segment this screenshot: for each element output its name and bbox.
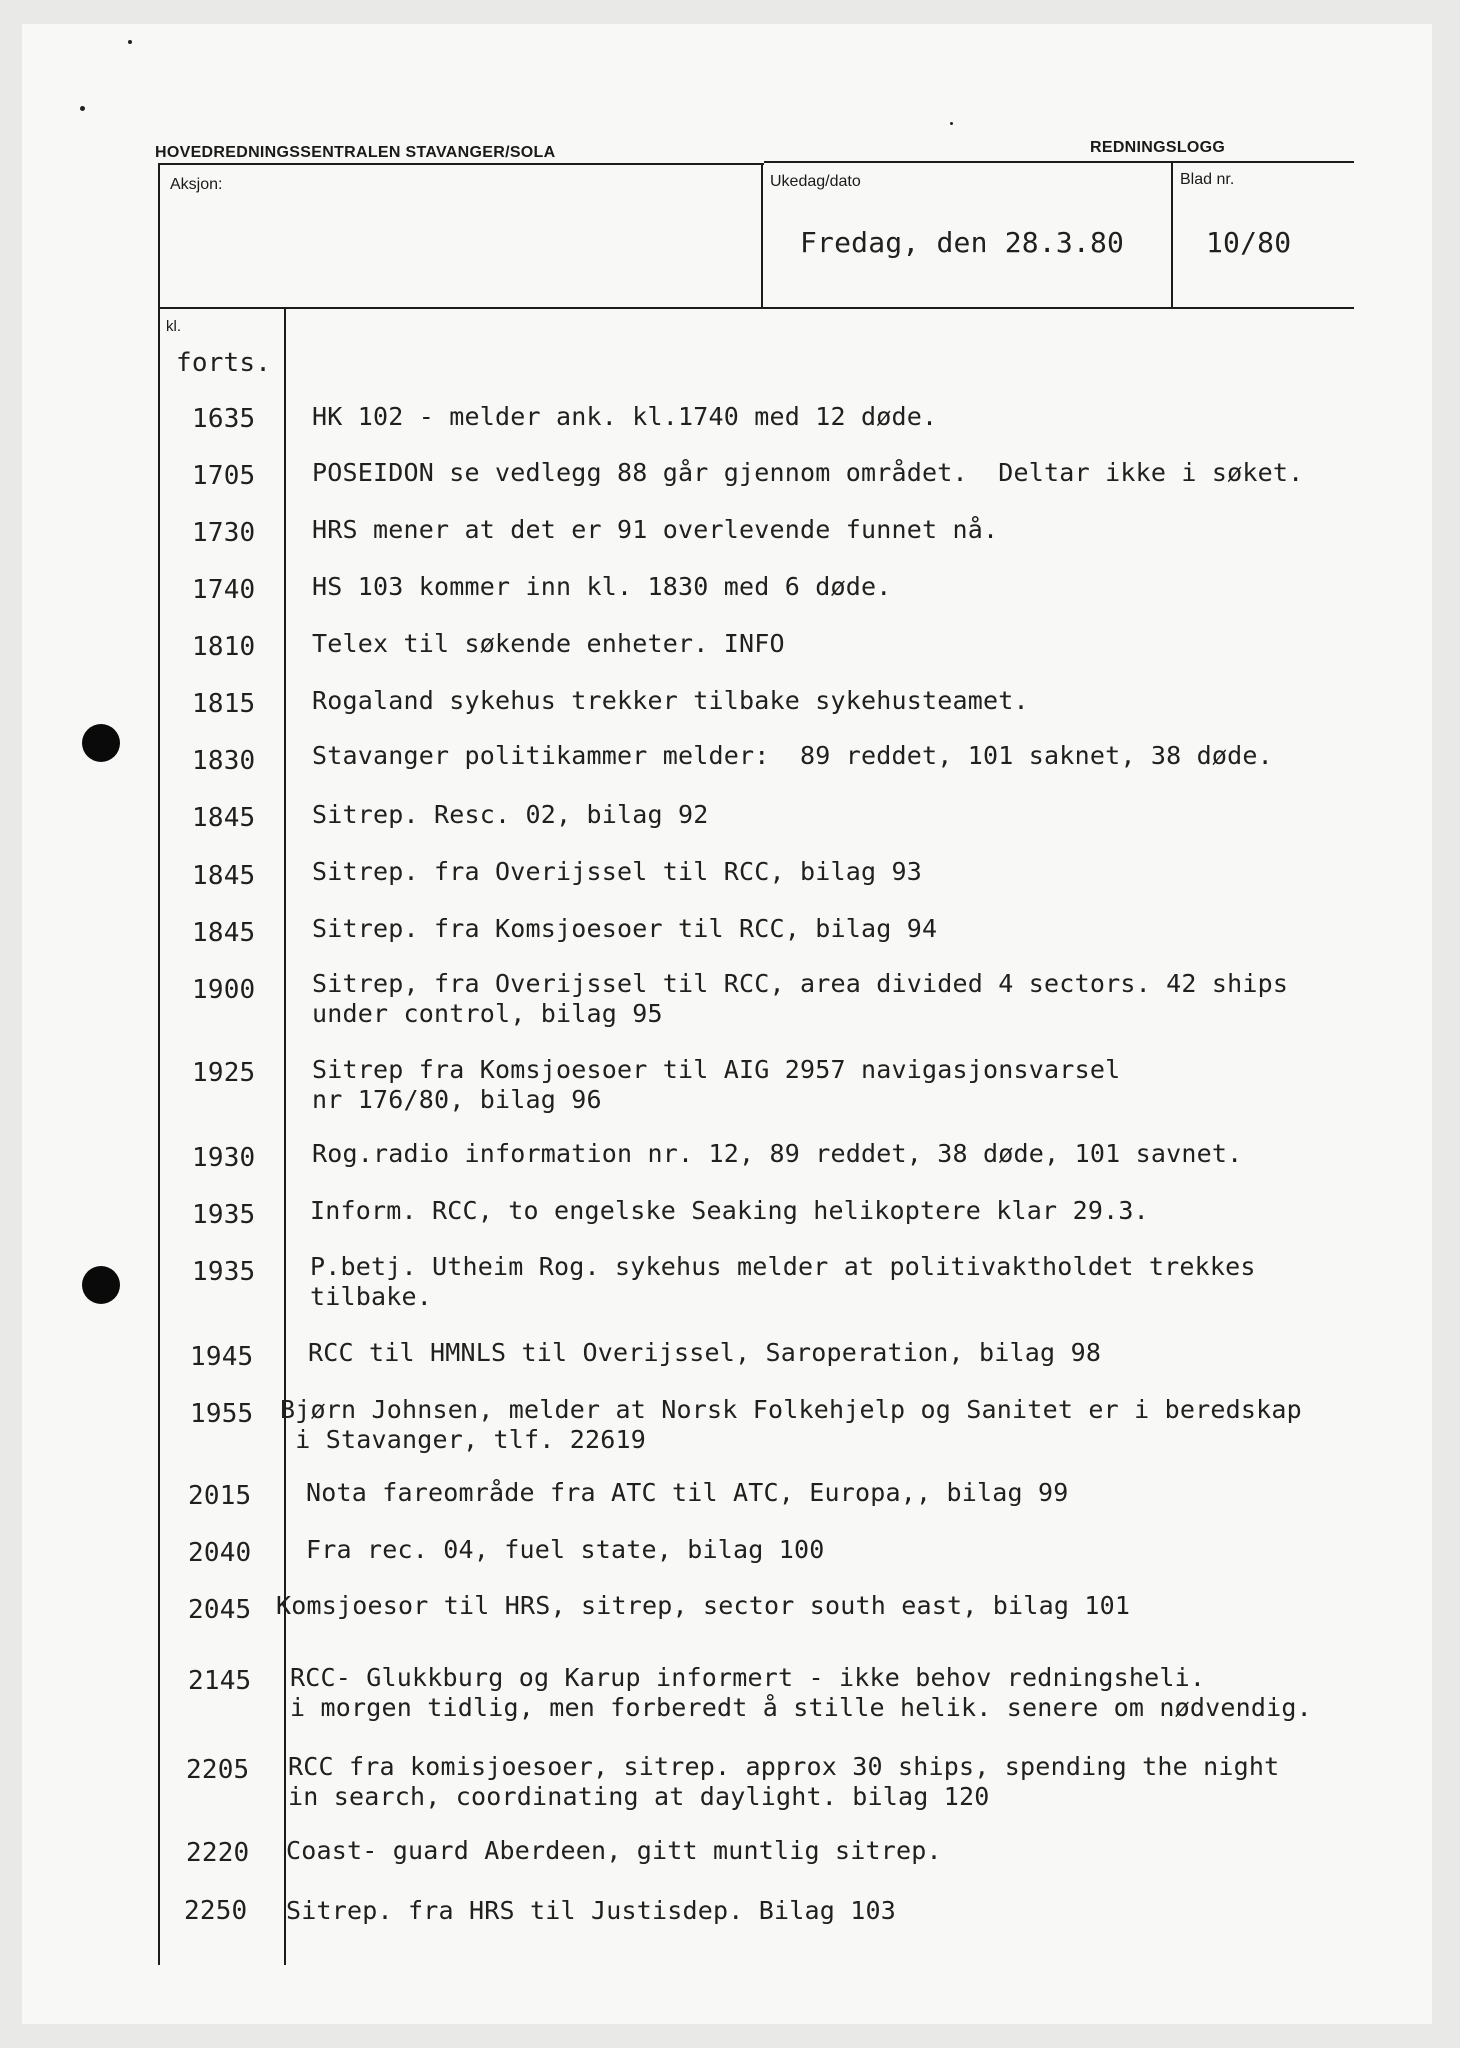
continued-label: forts.: [176, 348, 272, 378]
entry-text: RCC- Glukkburg og Karup informert - ikke behov redningsheli. i morgen tidlig, men forberedt å stille helik. senere om nødvendig.: [290, 1663, 1312, 1722]
entry-time: 1830: [192, 746, 256, 776]
date-value: Fredag, den 28.3.80: [800, 226, 1125, 259]
entry-text: Sitrep fra Komsjoesoer til AIG 2957 navigasjonsvarsel nr 176/80, bilag 96: [312, 1055, 1121, 1114]
entry-time: 1740: [192, 575, 256, 605]
sheet-divider: [1171, 161, 1173, 308]
speck: [950, 122, 953, 125]
entry-text: Sitrep, fra Overijssel til RCC, area divided 4 sectors. 42 ships under control, bilag 95: [312, 969, 1289, 1028]
entry-time: 2250: [184, 1896, 248, 1926]
left-border: [158, 163, 160, 1965]
entry-time: 1815: [192, 689, 256, 719]
entry-time: 2045: [188, 1595, 252, 1625]
date-divider: [761, 163, 763, 308]
entry-text: Komsjoesor til HRS, sitrep, sector south east, bilag 101: [276, 1591, 1131, 1620]
entry-time: 1930: [192, 1143, 256, 1173]
entry-time: 1845: [192, 918, 256, 948]
entry-text: Inform. RCC, to engelske Seaking helikoptere klar 29.3.: [310, 1196, 1149, 1225]
entry-text: Sitrep. fra Komsjoesoer til RCC, bilag 94: [312, 914, 938, 943]
time-column-divider: [284, 309, 286, 1965]
top-rule-left: [158, 163, 764, 165]
entry-time: 1925: [192, 1058, 256, 1088]
entry-time: 1945: [190, 1342, 254, 1372]
top-rule-right: [764, 161, 1354, 163]
entry-time: 2205: [186, 1755, 250, 1785]
entry-text: Rogaland sykehus trekker tilbake sykehusteamet.: [312, 686, 1029, 715]
action-label: Aksjon:: [170, 176, 223, 193]
entry-time: 2040: [188, 1538, 252, 1568]
sheet-number-value: 10/80: [1206, 226, 1292, 259]
entry-time: 1845: [192, 861, 256, 891]
entry-time: 2145: [188, 1666, 252, 1696]
entry-text: RCC til HMNLS til Overijssel, Saroperation, bilag 98: [308, 1338, 1102, 1367]
entry-text: Sitrep. Resc. 02, bilag 92: [312, 800, 709, 829]
entry-text: Rog.radio information nr. 12, 89 reddet, 38 døde, 101 savnet.: [312, 1139, 1243, 1168]
speck: [80, 106, 85, 111]
entry-text: Coast- guard Aberdeen, gitt muntlig sitrep.: [286, 1836, 942, 1865]
entry-time: 1635: [192, 404, 256, 434]
punch-hole-upper: [82, 724, 120, 762]
entry-text: RCC fra komisjoesoer, sitrep. approx 30 ships, spending the night in search, coordinating at daylight. bilag 120: [288, 1752, 1280, 1811]
form-title: REDNINGSLOGG: [1090, 139, 1226, 156]
entry-text: Fra rec. 04, fuel state, bilag 100: [306, 1535, 825, 1564]
entry-text: POSEIDON se vedlegg 88 går gjennom området. Deltar ikke i søket.: [312, 458, 1304, 487]
entry-text: Sitrep. fra HRS til Justisdep. Bilag 103: [286, 1896, 897, 1925]
entry-text: Bjørn Johnsen, melder at Norsk Folkehjelp og Sanitet er i beredskap i Stavanger, tlf. 22619: [280, 1395, 1302, 1454]
entry-time: 1935: [192, 1200, 256, 1230]
entry-time: 1955: [190, 1399, 254, 1429]
entry-text: P.betj. Utheim Rog. sykehus melder at politivaktholdet trekkes tilbake.: [310, 1252, 1256, 1311]
entry-text: HS 103 kommer inn kl. 1830 med 6 døde.: [312, 572, 892, 601]
entry-time: 1705: [192, 461, 256, 491]
sheet-number-label: Blad nr.: [1180, 171, 1235, 188]
entry-time: 1730: [192, 518, 256, 548]
entry-text: Sitrep. fra Overijssel til RCC, bilag 93: [312, 857, 923, 886]
entry-time: 1935: [192, 1257, 256, 1287]
entry-time: 1810: [192, 632, 256, 662]
entry-time: 2220: [186, 1838, 250, 1868]
entry-time: 1845: [192, 803, 256, 833]
entry-text: HRS mener at det er 91 overlevende funnet nå.: [312, 515, 999, 544]
punch-hole-lower: [82, 1266, 120, 1304]
organization-header: HOVEDREDNINGSSENTRALEN STAVANGER/SOLA: [155, 144, 556, 161]
header-bottom-rule: [158, 307, 1354, 309]
time-column-label: kl.: [166, 318, 181, 335]
entry-text: HK 102 - melder ank. kl.1740 med 12 døde.: [312, 402, 938, 431]
date-label: Ukedag/dato: [770, 173, 861, 190]
entry-time: 1900: [192, 975, 256, 1005]
entry-text: Nota fareområde fra ATC til ATC, Europa,, bilag 99: [306, 1478, 1069, 1507]
entry-text: Telex til søkende enheter. INFO: [312, 629, 785, 658]
entry-text: Stavanger politikammer melder: 89 reddet, 101 saknet, 38 døde.: [312, 741, 1273, 770]
entry-time: 2015: [188, 1481, 252, 1511]
speck: [128, 40, 132, 44]
